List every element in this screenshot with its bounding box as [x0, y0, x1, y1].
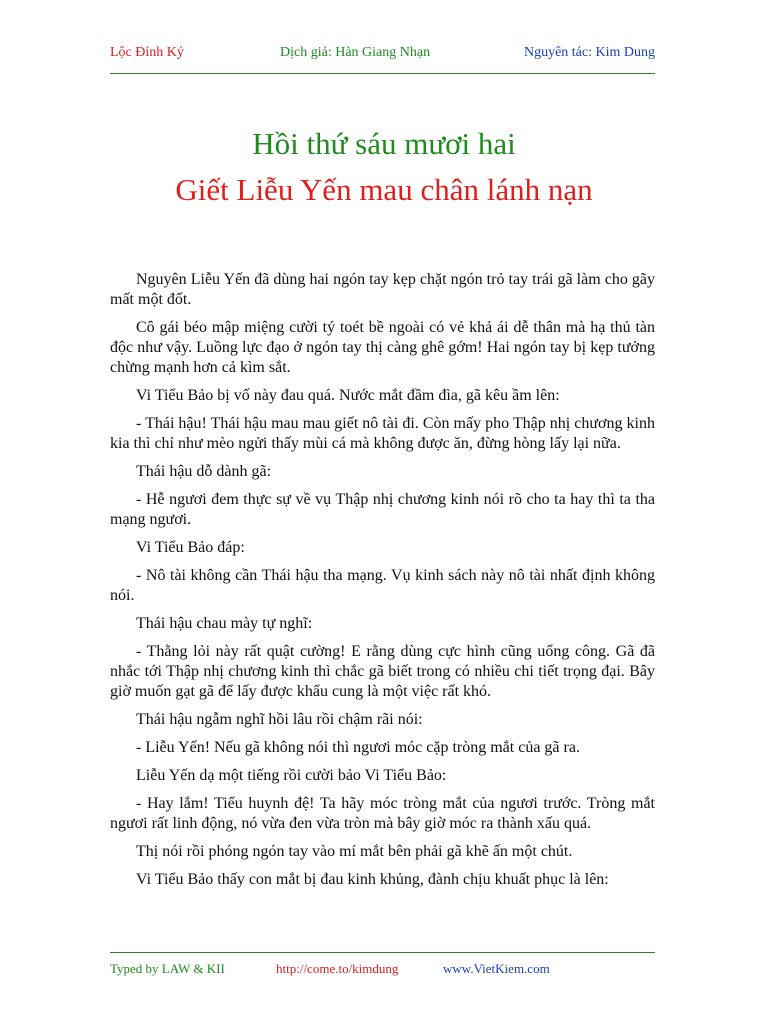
chapter-body — [110, 270, 655, 898]
header-divider — [110, 73, 655, 74]
paragraph: - Thái hậu! Thái hậu mau mau giết nô tài đi. Còn mấy pho Thập nhị chương kinh kia thì chỉ như mèo ngửi thấy mùi cá mà không được ăn, đừng hòng lấy lại nữa. — [110, 415, 655, 452]
chapter-number: Hồi thứ sáu mươi hai — [252, 126, 516, 161]
paragraph: Vi Tiểu Bảo đáp: — [136, 539, 245, 556]
paragraph: - Hễ ngươi đem thực sự về vụ Thập nhị chương kinh nói rõ cho ta hay thì ta tha mạng ngươi. — [110, 491, 655, 528]
footer-typist-credit: Typed by LAW & KII — [110, 961, 225, 976]
footer-kimdung-link[interactable]: http://come.to/kimdung — [276, 961, 399, 976]
paragraph: - Hay lắm! Tiểu huynh đệ! Ta hãy móc tròng mắt của ngươi trước. Tròng mắt ngươi rất linh động, nó vừa đen vừa tròn mà bây giờ móc ra thành xấu quá. — [110, 795, 655, 832]
header-translator: Dịch giả: Hàn Giang Nhạn — [280, 45, 431, 60]
paragraph: Cô gái béo mập miệng cười tý toét bề ngoài có vẻ khả ái dễ thân mà hạ thủ tàn độc như vậy. Luồng lực đạo ở ngón tay thị càng ghê gớm! Hai ngón tay bị kẹp tưởng chừng mạnh hơn cả kìm sắt. — [110, 319, 655, 376]
header-original-author: Nguyên tác: Kim Dung — [523, 45, 655, 60]
paragraph: Liễu Yến dạ một tiếng rồi cười bảo Vi Tiểu Bảo: — [136, 767, 447, 784]
paragraph: - Liễu Yến! Nếu gã không nói thì ngươi móc cặp tròng mắt của gã ra. — [136, 739, 580, 756]
paragraph: - Nô tài không cần Thái hậu tha mạng. Vụ kinh sách này nô tài nhất định không nói. — [110, 567, 655, 604]
paragraph: Nguyên Liễu Yến đã dùng hai ngón tay kẹp chặt ngón trỏ tay trái gã làm cho gãy mất một đốt. — [110, 271, 655, 308]
header-book-title: Lộc Đỉnh Ký — [110, 45, 184, 60]
paragraph: Thái hậu chau mày tự nghĩ: — [136, 615, 313, 632]
paragraph: Thái hậu dỗ dành gã: — [136, 463, 272, 480]
footer-divider — [110, 952, 655, 953]
paragraph: Thái hậu ngẫm nghĩ hồi lâu rồi chậm rãi nói: — [136, 711, 423, 728]
footer-vietkiem-link[interactable]: www.VietKiem.com — [443, 961, 550, 976]
paragraph: Thị nói rồi phóng ngón tay vào mí mắt bên phải gã khẽ ấn một chút. — [136, 843, 573, 860]
chapter-heading — [0, 122, 768, 214]
page-header — [110, 45, 655, 67]
page-footer — [110, 961, 655, 981]
chapter-title: Giết Liễu Yến mau chân lánh nạn — [175, 172, 593, 207]
paragraph: - Thằng lỏi này rất quật cường! E rằng dùng cực hình cũng uổng công. Gã đã nhắc tới Thập nhị chương kinh thì chắc gã biết trong có nhiều chi tiết trọng đại. Bây giờ muốn gạt gã để lấy được khẩu cung là một việc rất khó. — [110, 643, 655, 700]
paragraph: Vi Tiểu Bảo bị vố này đau quá. Nước mắt đầm đìa, gã kêu ầm lên: — [136, 387, 560, 404]
paragraph: Vi Tiểu Bảo thấy con mắt bị đau kinh khủng, đành chịu khuất phục là lên: — [136, 871, 609, 888]
